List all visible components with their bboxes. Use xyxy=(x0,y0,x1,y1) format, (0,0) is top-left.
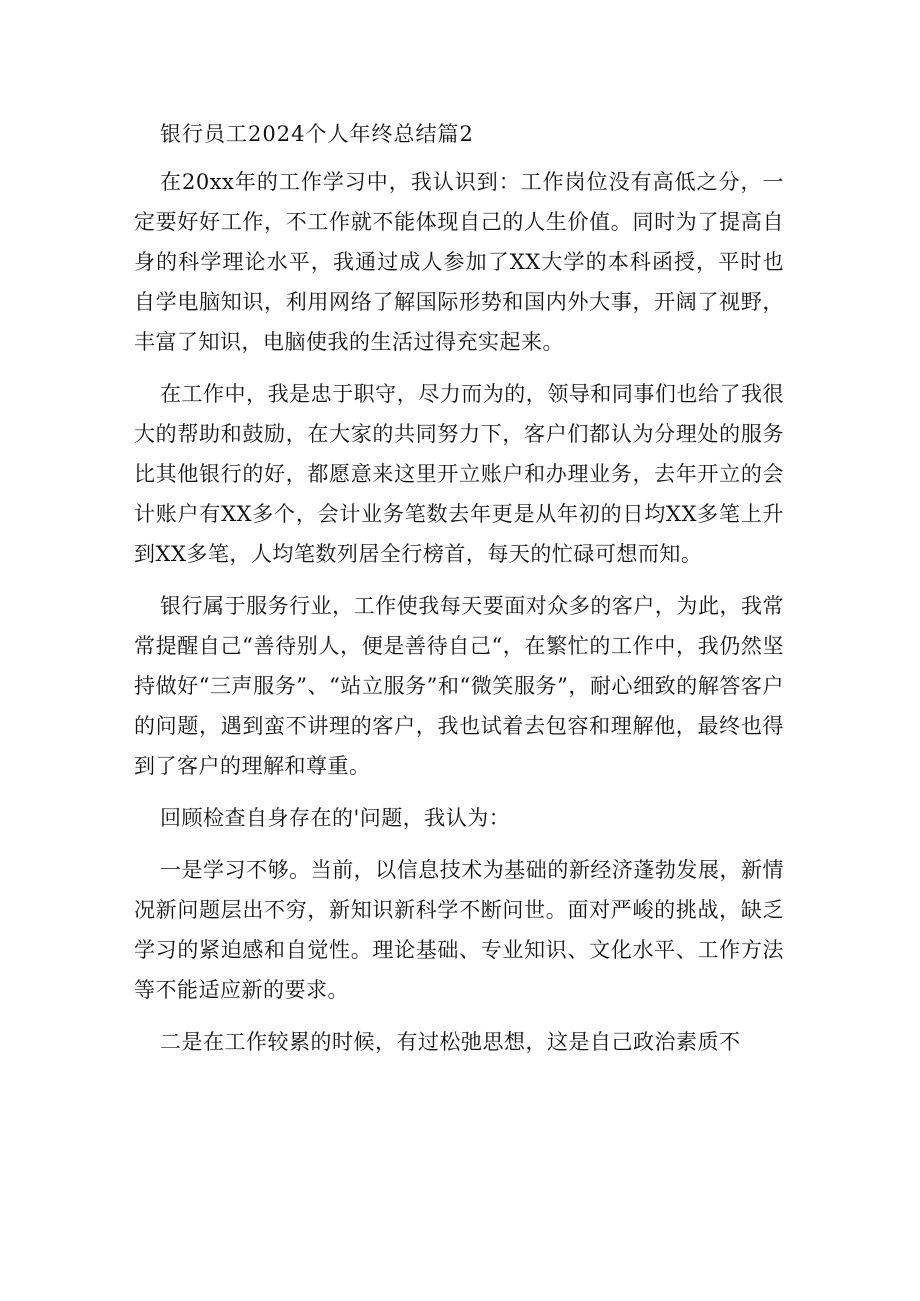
paragraph-service: 银行属于服务行业，工作使我每天要面对众多的客户，为此，我常常提醒自己“善待别人，便是善待自己“，在繁忙的工作中，我仍然坚持做好“三声服务”、“站立服务”和“微笑服务”，耐心细致的解答客户的问题，遇到蛮不讲理的客户，我也试着去包容和理解他，最终也得到了客户的理解和尊重。 xyxy=(134,594,784,778)
document-body xyxy=(134,114,784,1074)
paragraph-work-performance: 在工作中，我是忠于职守，尽力而为的，领导和同事们也给了我很大的帮助和鼓励，在大家的共同努力下，客户们都认为分理处的服务比其他银行的好，都愿意来这里开立账户和办理业务，去年开立的会计账户有XX多个，会计业务笔数去年更是从年初的日均XX多笔上升到XX多笔，人均笔数列居全行榜首，每天的忙碌可想而知。 xyxy=(134,382,784,566)
document-title: 银行员工2024个人年终总结篇2 xyxy=(160,122,474,146)
paragraph-issue-two: 二是在工作较累的时候，有过松弛思想，这是自己政治素质不 xyxy=(160,1030,741,1054)
paragraph-issue-one: 一是学习不够。当前，以信息技术为基础的新经济蓬勃发展，新情况新问题层出不穷，新知识新科学不断问世。面对严峻的挑战，缺乏学习的紧迫感和自觉性。理论基础、专业知识、文化水平、工作方法等不能适应新的要求。 xyxy=(134,858,784,1002)
paragraph-work-study: 在20xx年的工作学习中，我认识到：工作岗位没有高低之分，一定要好好工作，不工作就不能体现自己的人生价值。同时为了提高自身的科学理论水平，我通过成人参加了XX大学的本科函授，平时也自学电脑知识，利用网络了解国际形势和国内外大事，开阔了视野，丰富了知识，电脑使我的生活过得充实起来。 xyxy=(134,170,784,354)
paragraph-self-review: 回顾检查自身存在的'问题，我认为： xyxy=(160,806,511,830)
